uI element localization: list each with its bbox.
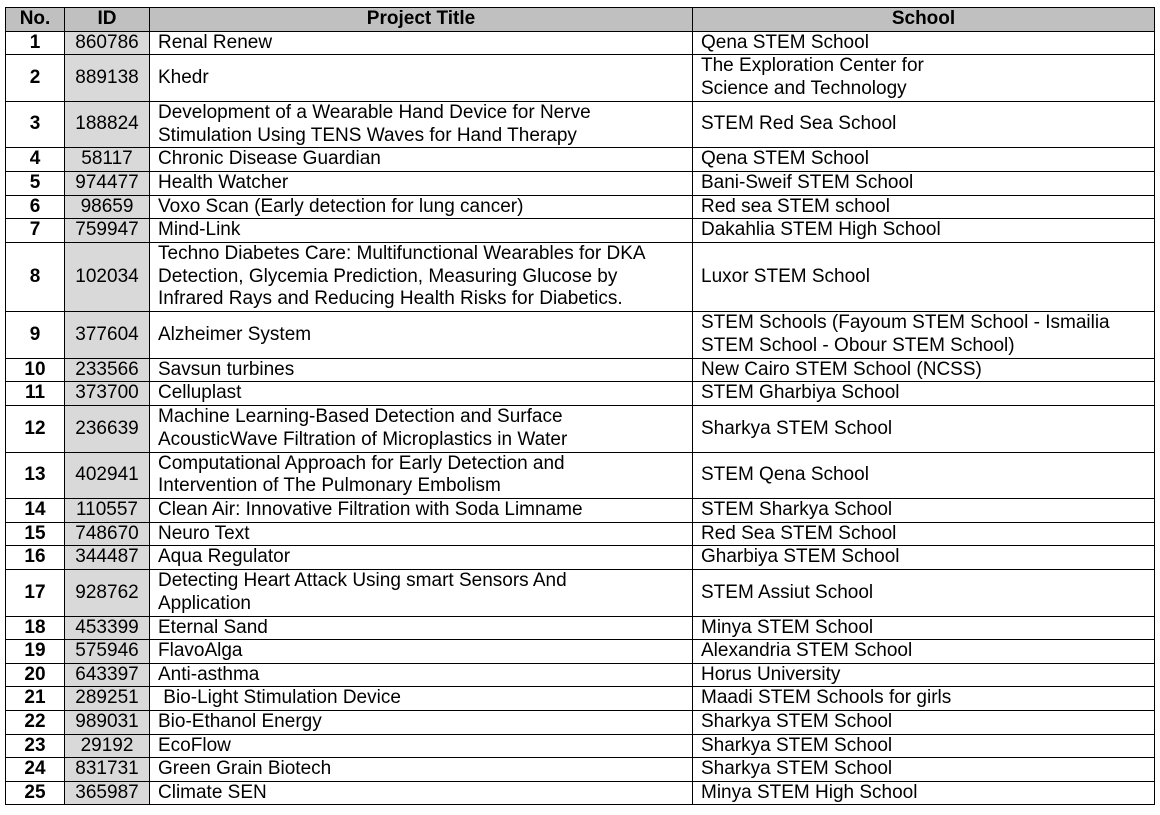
school-cell: STEM Qena School (693, 452, 1155, 499)
table-row (6, 148, 1155, 172)
row-number-cell: 2 (6, 55, 65, 102)
school-cell: Dakahlia STEM High School (693, 219, 1155, 243)
project-id-cell: 575946 (65, 640, 150, 664)
project-title-cell: Aqua Regulator (150, 546, 693, 570)
project-title-cell: Clean Air: Innovative Filtration with Soda Limname (150, 499, 693, 523)
row-number-cell: 18 (6, 616, 65, 640)
project-id-cell: 110557 (65, 499, 150, 523)
project-id-cell: 377604 (65, 312, 150, 359)
project-id-cell: 233566 (65, 358, 150, 382)
table-row (6, 758, 1155, 782)
row-number-cell: 17 (6, 570, 65, 617)
header-project-title: Project Title (150, 8, 693, 32)
project-title-cell: Neuro Text (150, 522, 693, 546)
table-row (6, 570, 1155, 617)
table-row (6, 31, 1155, 55)
projects-table (5, 7, 1155, 805)
table-row (6, 242, 1155, 312)
project-id-cell: 759947 (65, 219, 150, 243)
row-number-cell: 1 (6, 31, 65, 55)
project-id-cell: 29192 (65, 734, 150, 758)
row-number-cell: 8 (6, 242, 65, 312)
table-row (6, 406, 1155, 453)
row-number-cell: 14 (6, 499, 65, 523)
row-number-cell: 13 (6, 452, 65, 499)
school-cell: STEM Assiut School (693, 570, 1155, 617)
project-title-cell: Eternal Sand (150, 616, 693, 640)
table-row (6, 734, 1155, 758)
table-row (6, 640, 1155, 664)
row-number-cell: 12 (6, 406, 65, 453)
table-row (6, 382, 1155, 406)
row-number-cell: 21 (6, 687, 65, 711)
project-title-cell: Techno Diabetes Care: Multifunctional Wearables for DKA Detection, Glycemia Prediction, Measuring Glucose by Infrared Rays and Reducing Health Risks for Diabetics. (150, 242, 693, 312)
project-title-cell: Voxo Scan (Early detection for lung cancer) (150, 195, 693, 219)
table-row (6, 616, 1155, 640)
school-cell: Sharkya STEM School (693, 406, 1155, 453)
row-number-cell: 10 (6, 358, 65, 382)
school-cell: Bani-Sweif STEM School (693, 171, 1155, 195)
project-id-cell: 373700 (65, 382, 150, 406)
project-title-cell: FlavoAlga (150, 640, 693, 664)
school-cell: Sharkya STEM School (693, 710, 1155, 734)
school-cell: Minya STEM School (693, 616, 1155, 640)
project-title-cell: Development of a Wearable Hand Device for Nerve Stimulation Using TENS Waves for Hand Therapy (150, 101, 693, 148)
school-cell: Sharkya STEM School (693, 758, 1155, 782)
header-id: ID (65, 8, 150, 32)
school-cell: Minya STEM High School (693, 781, 1155, 805)
project-title-cell: Khedr (150, 55, 693, 102)
project-title-cell: Health Watcher (150, 171, 693, 195)
table-row (6, 499, 1155, 523)
table-row (6, 312, 1155, 359)
project-id-cell: 889138 (65, 55, 150, 102)
table-row (6, 781, 1155, 805)
school-cell: Red sea STEM school (693, 195, 1155, 219)
project-id-cell: 98659 (65, 195, 150, 219)
project-id-cell: 643397 (65, 663, 150, 687)
table-row (6, 687, 1155, 711)
project-id-cell: 453399 (65, 616, 150, 640)
project-id-cell: 989031 (65, 710, 150, 734)
school-cell: Qena STEM School (693, 148, 1155, 172)
header-school: School (693, 8, 1155, 32)
row-number-cell: 22 (6, 710, 65, 734)
school-cell: STEM Gharbiya School (693, 382, 1155, 406)
row-number-cell: 4 (6, 148, 65, 172)
table-row (6, 55, 1155, 102)
row-number-cell: 20 (6, 663, 65, 687)
row-number-cell: 3 (6, 101, 65, 148)
school-cell: STEM Sharkya School (693, 499, 1155, 523)
header-row (6, 8, 1155, 32)
project-title-cell: Bio-Ethanol Energy (150, 710, 693, 734)
project-title-cell: Climate SEN (150, 781, 693, 805)
project-id-cell: 928762 (65, 570, 150, 617)
school-cell: The Exploration Center for Science and Technology (693, 55, 1155, 102)
row-number-cell: 9 (6, 312, 65, 359)
project-title-cell: Computational Approach for Early Detection and Intervention of The Pulmonary Embolism (150, 452, 693, 499)
table-row (6, 358, 1155, 382)
school-cell: Maadi STEM Schools for girls (693, 687, 1155, 711)
row-number-cell: 23 (6, 734, 65, 758)
row-number-cell: 5 (6, 171, 65, 195)
school-cell: Luxor STEM School (693, 242, 1155, 312)
table-row (6, 171, 1155, 195)
project-id-cell: 102034 (65, 242, 150, 312)
row-number-cell: 16 (6, 546, 65, 570)
project-id-cell: 402941 (65, 452, 150, 499)
project-title-cell: Celluplast (150, 382, 693, 406)
table-row (6, 546, 1155, 570)
row-number-cell: 25 (6, 781, 65, 805)
project-title-cell: Bio-Light Stimulation Device (150, 687, 693, 711)
project-id-cell: 831731 (65, 758, 150, 782)
project-id-cell: 344487 (65, 546, 150, 570)
project-id-cell: 974477 (65, 171, 150, 195)
table-row (6, 452, 1155, 499)
project-title-cell: Anti-asthma (150, 663, 693, 687)
school-cell: Gharbiya STEM School (693, 546, 1155, 570)
school-cell: Red Sea STEM School (693, 522, 1155, 546)
row-number-cell: 19 (6, 640, 65, 664)
project-title-cell: Savsun turbines (150, 358, 693, 382)
row-number-cell: 15 (6, 522, 65, 546)
table-row (6, 101, 1155, 148)
row-number-cell: 6 (6, 195, 65, 219)
project-title-cell: Alzheimer System (150, 312, 693, 359)
project-id-cell: 748670 (65, 522, 150, 546)
project-id-cell: 289251 (65, 687, 150, 711)
table-row (6, 195, 1155, 219)
school-cell: STEM Schools (Fayoum STEM School - Ismailia STEM School - Obour STEM School) (693, 312, 1155, 359)
project-id-cell: 365987 (65, 781, 150, 805)
project-id-cell: 58117 (65, 148, 150, 172)
school-cell: Alexandria STEM School (693, 640, 1155, 664)
school-cell: Sharkya STEM School (693, 734, 1155, 758)
project-id-cell: 236639 (65, 406, 150, 453)
project-id-cell: 860786 (65, 31, 150, 55)
school-cell: Qena STEM School (693, 31, 1155, 55)
table-row (6, 219, 1155, 243)
project-title-cell: Chronic Disease Guardian (150, 148, 693, 172)
school-cell: New Cairo STEM School (NCSS) (693, 358, 1155, 382)
header-no: No. (6, 8, 65, 32)
table-row (6, 710, 1155, 734)
row-number-cell: 11 (6, 382, 65, 406)
project-title-cell: Renal Renew (150, 31, 693, 55)
row-number-cell: 24 (6, 758, 65, 782)
project-title-cell: Mind-Link (150, 219, 693, 243)
school-cell: Horus University (693, 663, 1155, 687)
project-title-cell: EcoFlow (150, 734, 693, 758)
project-title-cell: Machine Learning-Based Detection and Surface AcousticWave Filtration of Microplastics in Water (150, 406, 693, 453)
project-id-cell: 188824 (65, 101, 150, 148)
project-title-cell: Detecting Heart Attack Using smart Sensors And Application (150, 570, 693, 617)
table-row (6, 663, 1155, 687)
row-number-cell: 7 (6, 219, 65, 243)
table-row (6, 522, 1155, 546)
project-title-cell: Green Grain Biotech (150, 758, 693, 782)
school-cell: STEM Red Sea School (693, 101, 1155, 148)
